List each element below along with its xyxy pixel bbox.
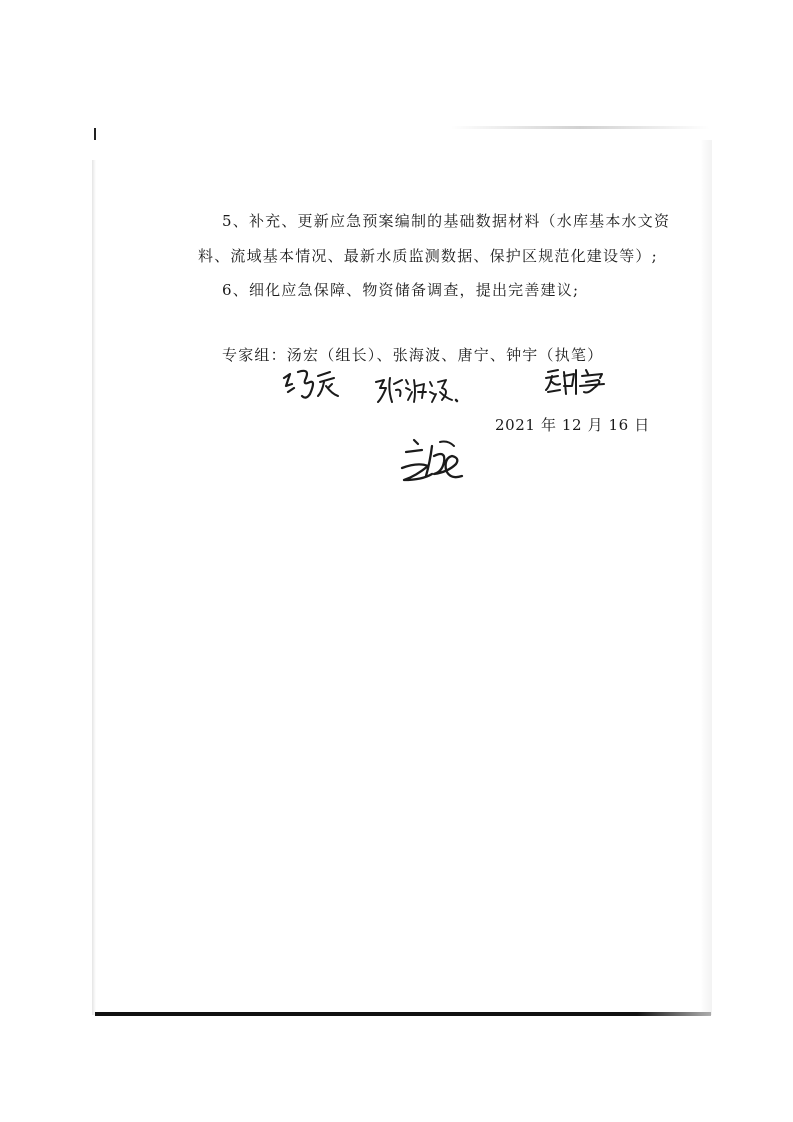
signature-tang-hong xyxy=(280,366,342,402)
paper-edge-top xyxy=(450,126,710,129)
item6: 6、细化应急保障、物资储备调查，提出完善建议; xyxy=(222,281,580,299)
document-date: 2021 年 12 月 16 日 xyxy=(495,416,650,434)
expert-group-line: 专家组：汤宏（组长）、张海波、唐宁、钟宇（执笔） xyxy=(222,346,604,364)
signature-tang-ning xyxy=(398,436,468,486)
signature-zhong-yu xyxy=(542,364,614,398)
paper-edge-right xyxy=(700,140,712,1015)
paper-edge-bottom xyxy=(95,1012,711,1016)
item5-line2: 料、流域基本情况、最新水质监测数据、保护区规范化建设等）; xyxy=(198,247,658,265)
paper-edge-left xyxy=(92,160,96,1015)
scan-corner-mark xyxy=(94,128,96,140)
item5-line1: 5、补充、更新应急预案编制的基础数据材料（水库基本水文资 xyxy=(222,212,671,230)
signature-zhang-haibo xyxy=(372,372,462,406)
